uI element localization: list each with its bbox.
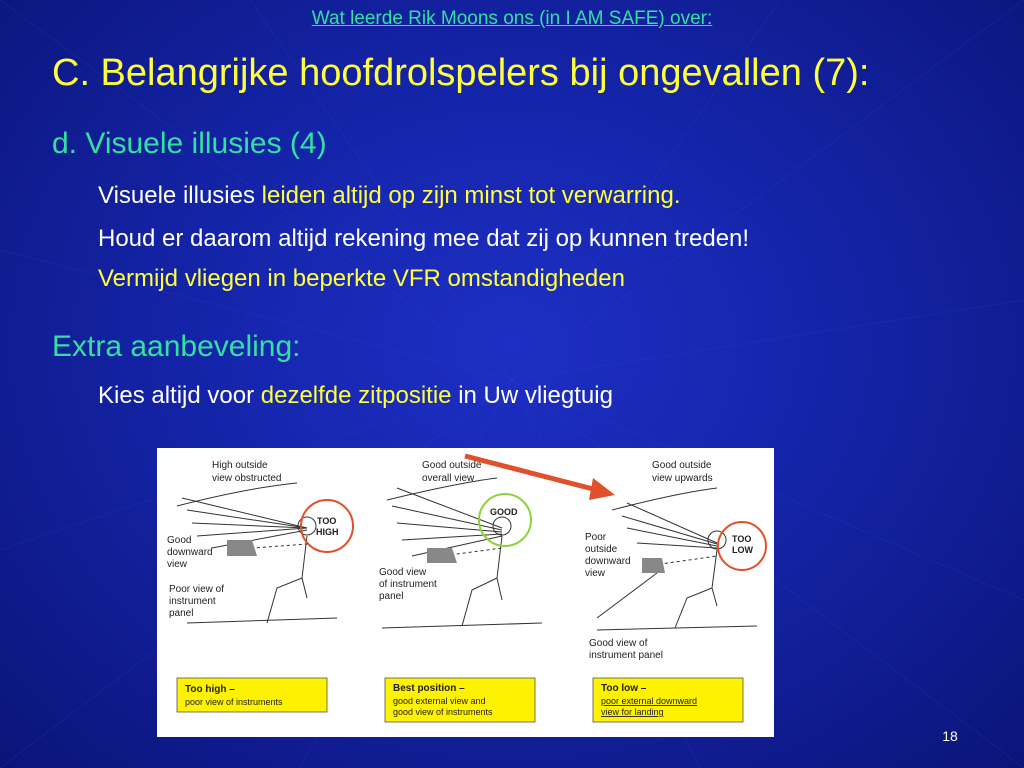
mid-top-1: Good outside [422, 460, 482, 471]
badge-good: GOOD [490, 507, 518, 517]
bullet-line-4-plain: Kies altijd voor [98, 382, 261, 409]
badge-too-high-2: HIGH [316, 527, 339, 537]
right-side-3: downward [585, 556, 631, 567]
caption-best-title: Best position – [393, 683, 465, 694]
caption-too-low-body-1: poor external downward [601, 696, 698, 706]
right-top-1: Good outside [652, 460, 712, 471]
mid-bottom-3: panel [379, 591, 404, 602]
left-bottom-2: instrument [169, 596, 216, 607]
panel-best-position [379, 460, 542, 722]
badge-too-low-2: LOW [732, 545, 753, 555]
left-top-2: view obstructed [212, 473, 282, 484]
left-bottom-3: panel [169, 608, 194, 619]
source-link[interactable]: Wat leerde Rik Moons ons (in I AM SAFE) over: [311, 8, 713, 29]
panel-too-high [167, 460, 353, 712]
mid-bottom-1: Good view [379, 567, 427, 578]
bullet-line-3: Vermijd vliegen in beperkte VFR omstandigheden [98, 265, 625, 292]
caption-too-high-body: poor view of instruments [185, 697, 283, 707]
seating-position-figure [157, 448, 774, 737]
red-arrow-icon [465, 456, 615, 500]
bullet-line-4 [98, 382, 613, 410]
right-side-2: outside [585, 544, 618, 555]
left-top-1: High outside [212, 460, 268, 471]
mid-top-2: overall view [422, 473, 475, 484]
bullet-line-2: Houd er daarom altijd rekening mee dat zij op kunnen treden! [98, 225, 750, 252]
right-side-1: Poor [585, 532, 607, 543]
bullet-line-1-highlight: leiden altijd op zijn minst tot verwarring. [261, 182, 681, 209]
caption-too-low-title: Too low – [601, 683, 647, 694]
bullet-line-1-plain: Visuele illusies [98, 182, 262, 209]
right-bottom-1: Good view of [589, 638, 648, 649]
bullet-line-4-end: in Uw vliegtuig [451, 382, 613, 409]
panel-too-low [585, 460, 766, 722]
caption-best-body-2: good view of instruments [393, 707, 493, 717]
extra-heading: Extra aanbeveling: [52, 330, 301, 363]
right-top-2: view upwards [652, 473, 713, 484]
left-side-3: view [167, 559, 188, 570]
caption-too-low-body-2: view for landing [601, 707, 664, 717]
left-side-1: Good [167, 535, 192, 546]
bullet-line-4-highlight: dezelfde zitpositie [260, 382, 452, 409]
left-bottom-1: Poor view of [169, 584, 225, 595]
caption-too-high-title: Too high – [185, 684, 235, 695]
right-bottom-2: instrument panel [589, 650, 663, 661]
page-number: 18 [942, 728, 958, 744]
badge-too-low-1: TOO [732, 534, 752, 544]
caption-best-body-1: good external view and [393, 696, 486, 706]
left-side-2: downward [167, 547, 213, 558]
mid-bottom-2: of instrument [379, 579, 437, 590]
slide-subtitle: d. Visuele illusies (4) [52, 127, 327, 160]
bullet-line-1 [98, 182, 681, 210]
right-side-4: view [585, 568, 606, 579]
slide-title: C. Belangrijke hoofdrolspelers bij ongevallen (7): [52, 52, 870, 94]
badge-too-high-1: TOO [317, 516, 337, 526]
